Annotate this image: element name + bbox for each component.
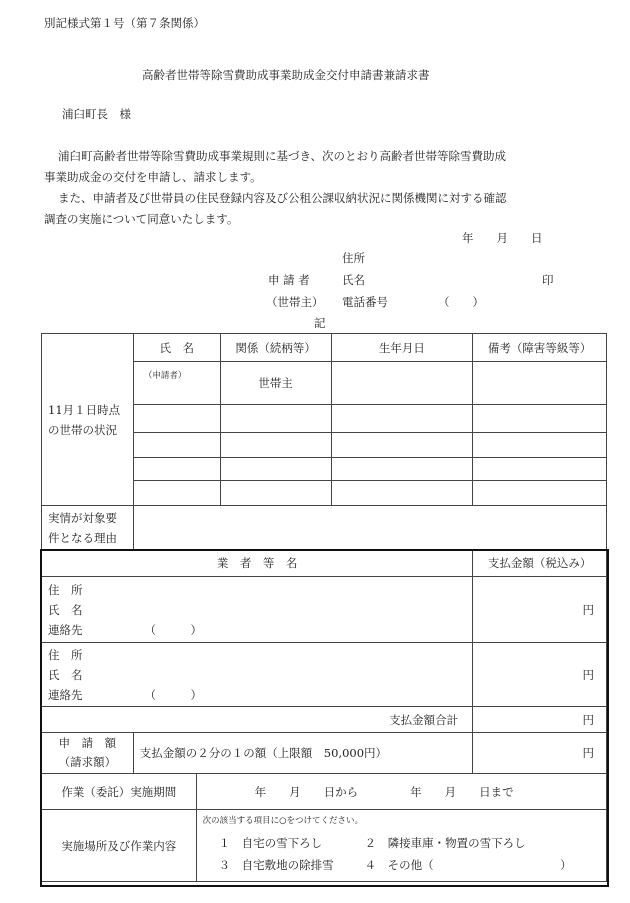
table-cell[interactable] (331, 458, 473, 481)
col-name-header: 氏 名 (133, 334, 220, 362)
table-cell[interactable] (473, 405, 607, 433)
work-options[interactable] (196, 810, 606, 882)
head-relation-cell: 世帯主 (220, 362, 331, 405)
reason-label: 実情が対象要 件となる理由 (42, 506, 134, 550)
period-from: 年 月 日から (254, 784, 359, 799)
table-cell[interactable] (220, 481, 331, 506)
request-text: 支払金額の２分の１の額（上限額 50,000円） (133, 733, 472, 774)
work-option-3[interactable]: ３ 自宅敷地の除排雪 (218, 858, 334, 872)
work-instruction: 次の該当する項目に○をつけてください。 (202, 816, 364, 826)
vendor-entry-2[interactable] (42, 643, 473, 707)
table-cell[interactable] (331, 481, 473, 506)
vendor-address-label: 住 所 (48, 647, 83, 662)
total-amount[interactable]: 円 (473, 707, 607, 733)
vendor-header: 業 者 等 名 (42, 550, 473, 577)
total-label: 支払金額合計 (42, 707, 473, 733)
vendor-contact-label: 連絡先 （ ） (48, 687, 202, 702)
work-option-4[interactable]: ４ その他（ ） (364, 858, 572, 872)
request-label: 申 請 額 （請求額） (42, 733, 134, 774)
applicant-name-label: 氏名 (342, 273, 365, 287)
period-to: 年 月 日まで (410, 784, 514, 799)
vendor-address-label: 住 所 (48, 582, 83, 597)
reason-field[interactable] (133, 506, 606, 550)
table-cell[interactable] (473, 362, 607, 405)
table-cell[interactable] (220, 405, 331, 433)
col-notes-header: 備考（障害等級等） (473, 334, 607, 362)
applicant-role-label: 申 請 者 (268, 273, 310, 287)
form-number: 別記様式第１号（第７条関係） (44, 16, 205, 30)
phone-paren: （ ） (438, 295, 484, 309)
household-head-label: （世帯主） (266, 295, 324, 309)
table-cell[interactable] (473, 481, 607, 506)
seal-mark: 印 (542, 273, 554, 287)
phone-label: 電話番号 (342, 295, 388, 309)
ki-mark: 記 (314, 316, 326, 330)
date-line: 年 月 日 (462, 231, 543, 245)
form-title: 高齢者世帯等除雪費助成事業助成金交付申請書兼請求書 (142, 68, 430, 82)
period-label: 作業（委託）実施期間 (42, 774, 197, 810)
table-cell[interactable] (220, 433, 331, 458)
payment-table (41, 549, 607, 882)
household-table (41, 333, 607, 550)
addressee: 浦臼町長 様 (62, 107, 131, 121)
applicant-address-label: 住所 (342, 251, 365, 265)
vendor-entry-1[interactable] (42, 577, 473, 643)
table-cell[interactable] (220, 458, 331, 481)
amount-header: 支払金額（税込み） (473, 550, 607, 577)
paragraph-2: また、申請者及び世帯員の住民登録内容及び公租公課収納状況に関係機関に対する確認 調査の実施について同意いたします。 (44, 191, 507, 226)
table-cell[interactable] (331, 362, 473, 405)
request-amount[interactable]: 円 (473, 733, 607, 774)
col-birth-header: 生年月日 (331, 334, 473, 362)
applicant-name-cell[interactable] (133, 362, 220, 405)
table-cell[interactable] (473, 433, 607, 458)
vendor-contact-label: 連絡先 （ ） (48, 622, 202, 637)
vendor-name-label: 氏 名 (48, 667, 83, 682)
vendor-amount-1[interactable]: 円 (473, 577, 607, 643)
vendor-name-label: 氏 名 (48, 602, 83, 617)
table-cell[interactable] (331, 405, 473, 433)
period-field[interactable] (196, 774, 606, 810)
work-label: 実施場所及び作業内容 (42, 810, 197, 882)
applicant-tag: （申請者） (143, 371, 187, 381)
table-cell[interactable] (133, 433, 220, 458)
paragraph-1: 浦臼町高齢者世帯等除雪費助成事業規則に基づき、次のとおり高齢者世帯等除雪費助成 事業助成金の交付を申請し、請求します。 (44, 149, 507, 184)
table-cell[interactable] (133, 405, 220, 433)
vendor-amount-2[interactable]: 円 (473, 643, 607, 707)
household-section-label: 11月１日時点 の世帯の状況 (42, 334, 134, 506)
table-cell[interactable] (331, 433, 473, 458)
work-option-1[interactable]: １ 自宅の雪下ろし (218, 836, 323, 850)
table-cell[interactable] (473, 458, 607, 481)
table-cell[interactable] (133, 481, 220, 506)
col-relation-header: 関係（続柄等） (220, 334, 331, 362)
table-cell[interactable] (133, 458, 220, 481)
work-option-2[interactable]: ２ 隣接車庫・物置の雪下ろし (364, 836, 526, 850)
